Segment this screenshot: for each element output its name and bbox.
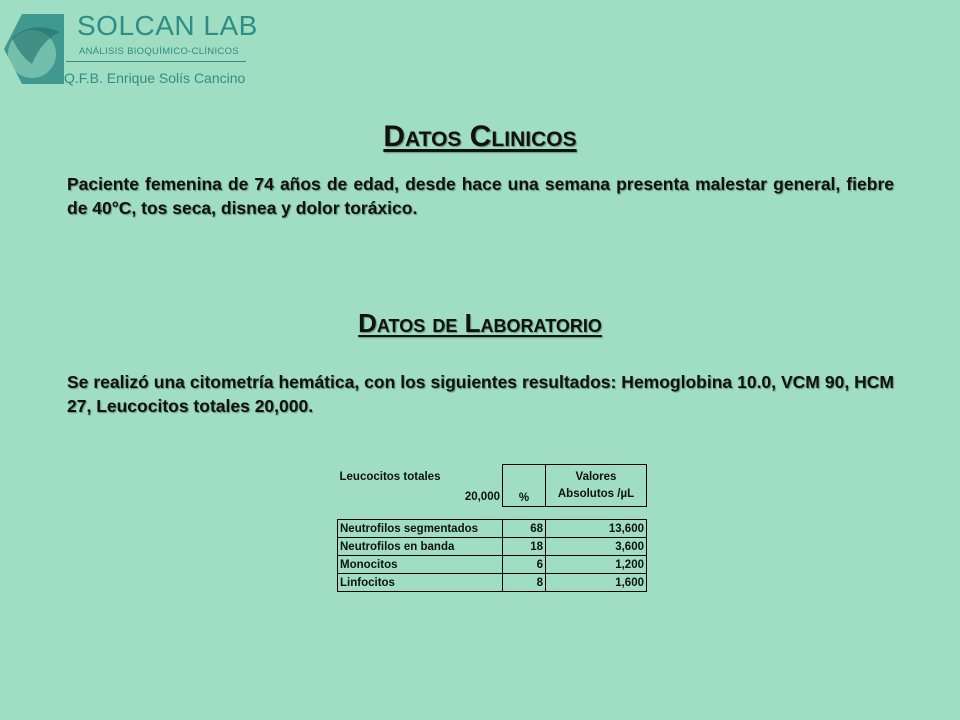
row-abs: 1,600: [546, 574, 647, 592]
logo-divider: [66, 61, 246, 62]
leukocyte-table: [337, 464, 647, 592]
table-row: [338, 538, 647, 556]
row-pct: 8: [503, 574, 546, 592]
row-pct: 68: [503, 520, 546, 538]
clinical-data-text: Paciente femenina de 74 años de edad, desde hace una semana presenta malestar general, fiebre de 40°C, tos seca, disnea y dolor toráxico.: [67, 174, 894, 218]
solcan-lab-logo-icon: [2, 10, 70, 88]
lab-data-heading: Datos de Laboratorio: [358, 308, 602, 338]
table-header-pct: %: [503, 465, 546, 507]
table-header-label: Leucocitos totales: [339, 470, 441, 483]
row-name: Neutrofilos en banda: [338, 538, 503, 556]
row-name: Neutrofilos segmentados: [338, 520, 503, 538]
table-header-values-line2: Absolutos /µL: [557, 487, 635, 500]
row-abs: 1,200: [546, 556, 647, 574]
table-row: [338, 574, 647, 592]
row-name: Monocitos: [338, 556, 503, 574]
table-header-values: [546, 465, 647, 507]
row-abs: 13,600: [546, 520, 647, 538]
table-header-values-line1: Valores: [575, 470, 617, 483]
row-pct: 18: [503, 538, 546, 556]
logo-name: SOLCAN LAB: [77, 10, 258, 41]
row-name: Linfocitos: [338, 574, 503, 592]
logo-subtitle: ANÁLISIS BIOQUÍMICO-CLÍNICOS: [79, 46, 239, 57]
lab-data-text: Se realizó una citometría hemática, con los siguientes resultados: Hemoglobina 10.0, VCM 90, HCM 27, Leucocitos totales 20,000.: [67, 372, 894, 416]
table-row: [338, 520, 647, 538]
table-header-label-cell: [338, 465, 503, 507]
logo-author: Q.F.B. Enrique Solís Cancino: [64, 70, 246, 86]
row-pct: 6: [503, 556, 546, 574]
logo: [0, 0, 260, 95]
clinical-data-heading: Datos Clinicos: [383, 120, 577, 153]
row-abs: 3,600: [546, 538, 647, 556]
table-row: [338, 556, 647, 574]
table-header-total: 20,000: [464, 490, 500, 503]
